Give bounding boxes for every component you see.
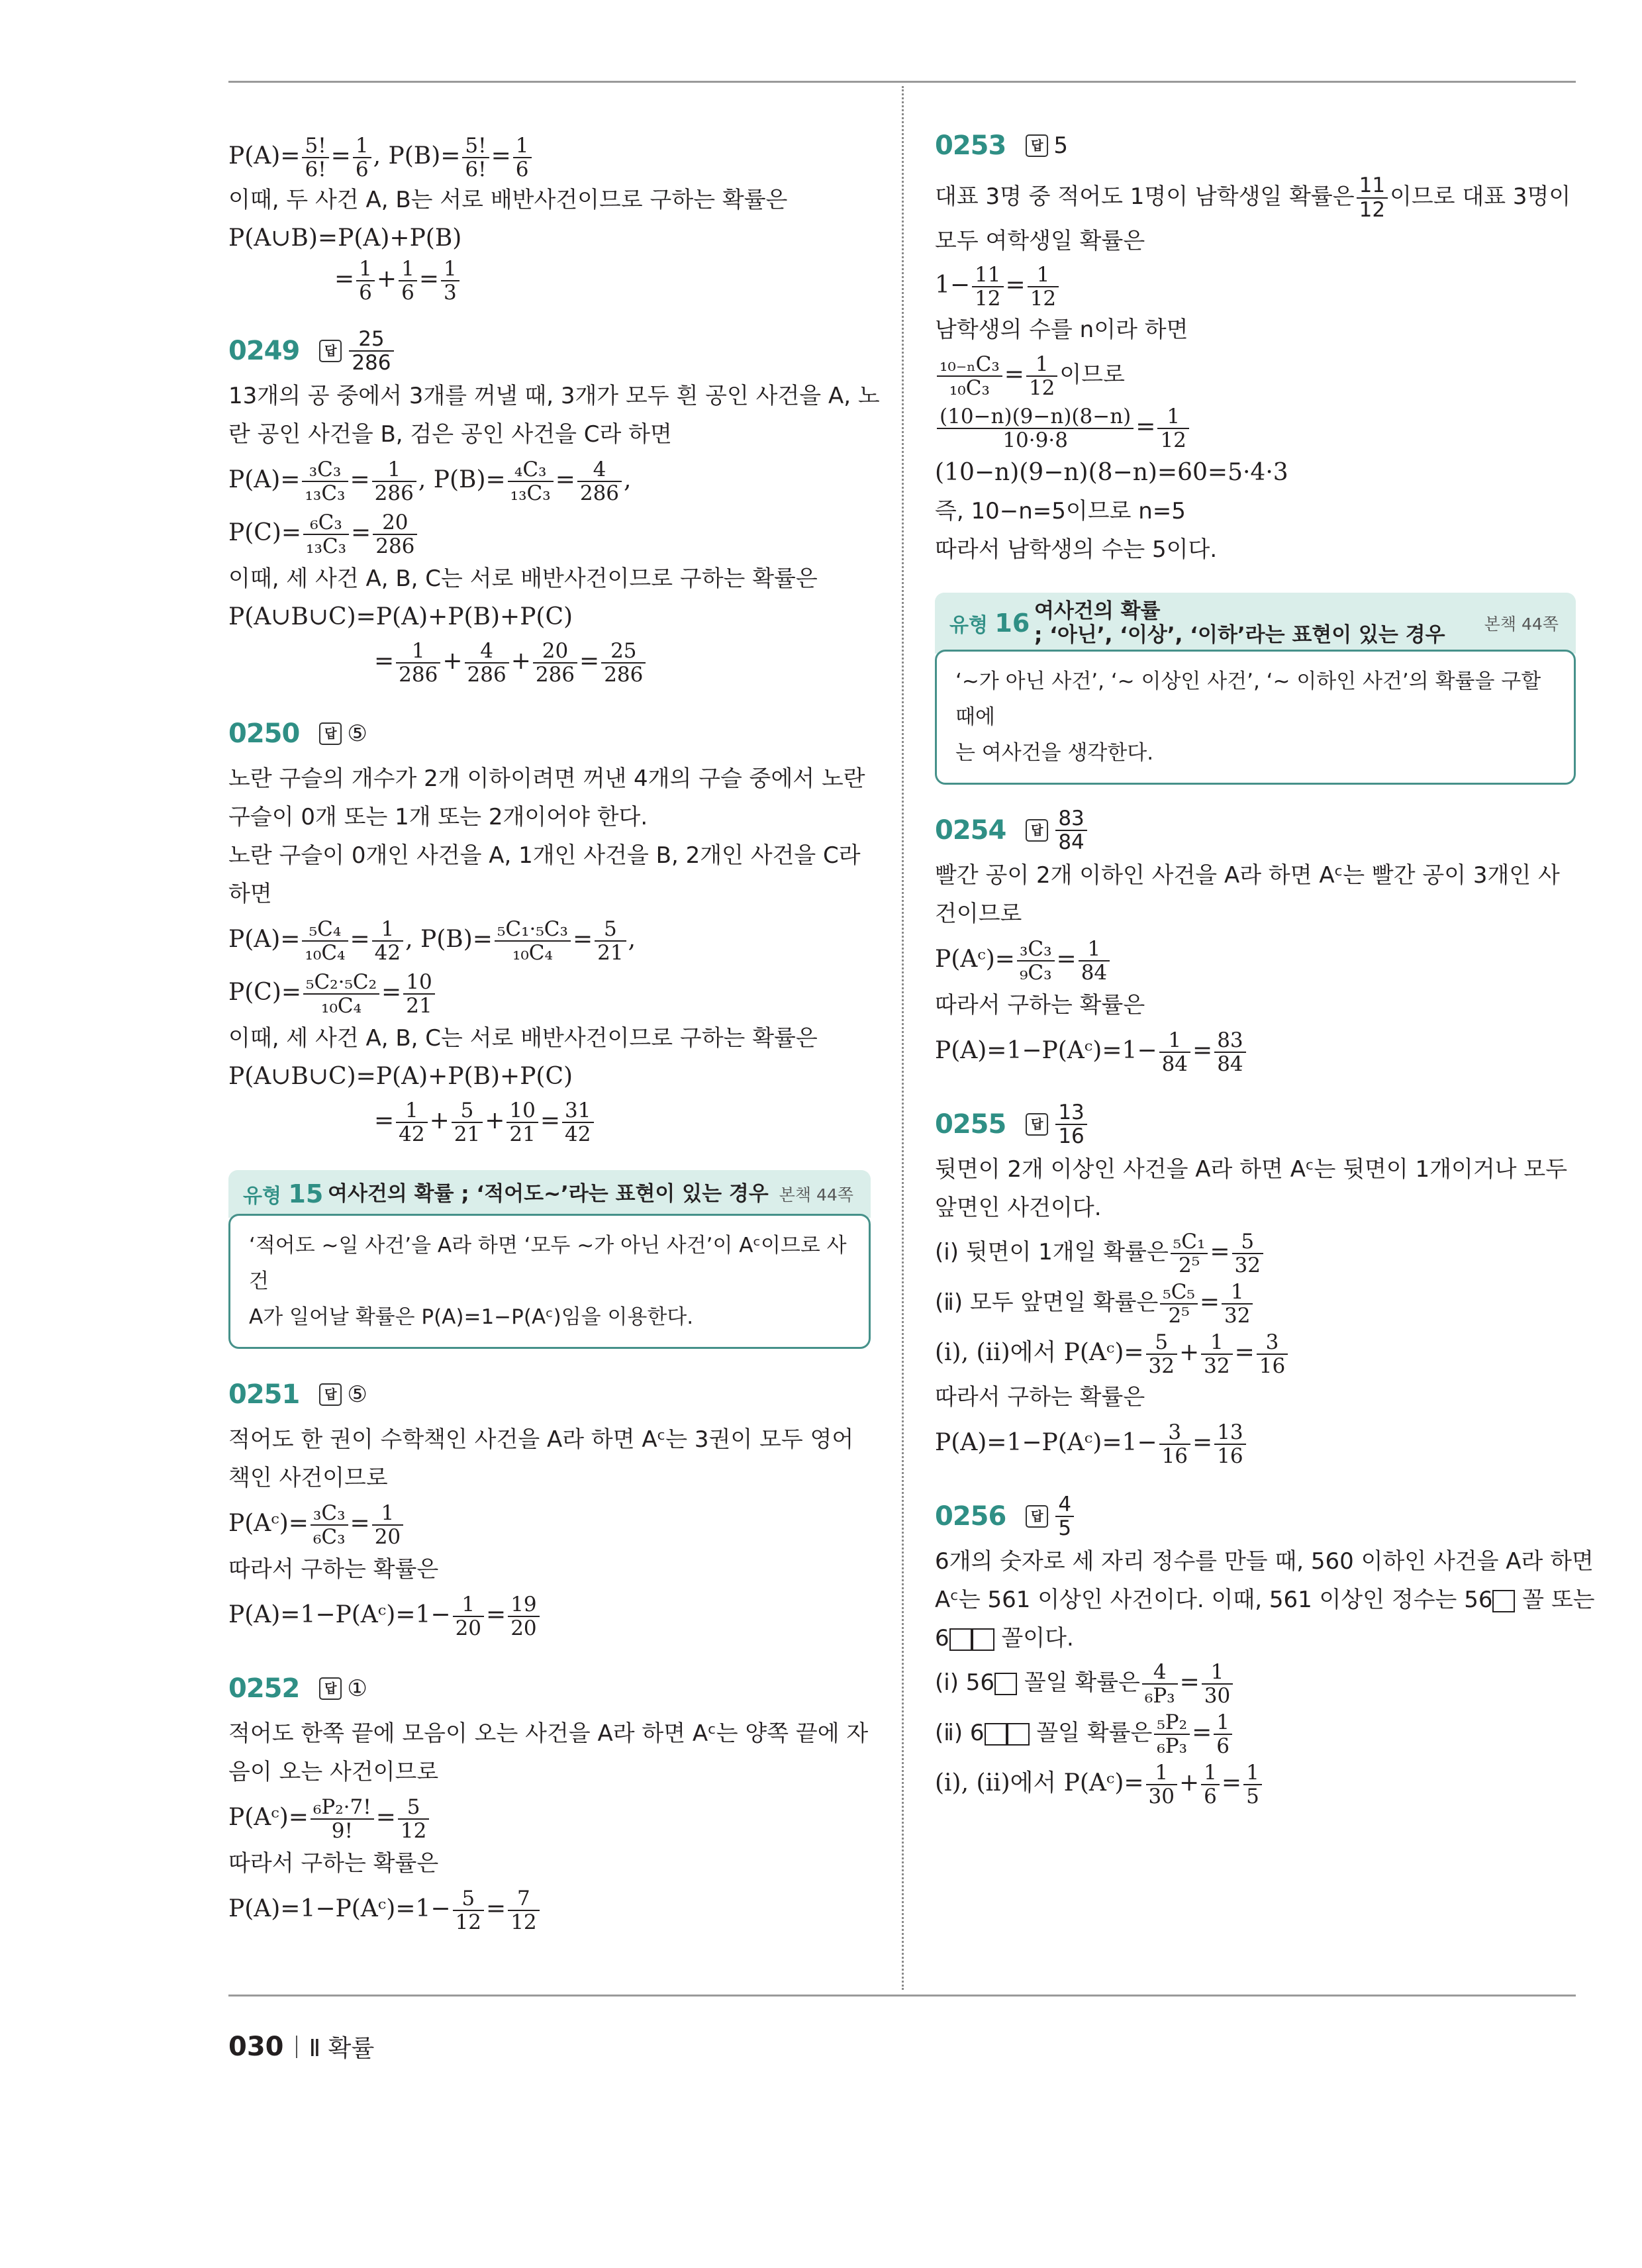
solution-0255: 0255 답 13 16 뒷면이 2개 이상인 사건을 A라 하면 Aᶜ는 뒷면이 1개이거나 모두 앞면인 사건이다. (ⅰ) 뒷면이 1개일 확률은 $\frac{\text{₅C₁}}{\text{2⁵}}$ = $\frac{5}{32}$ (ⅱ) 모두 앞면일 확률은 $\frac{\text{₅C₅}}{\text{2⁵}}$ = $\frac{1}{32}$ (ⅰ), (ⅱ)에서 P(Aᶜ)= $\frac{5}{32}$ + $\frac{1}{32}$ = $\frac{3}{16}$ 따라서 구하는 확률은 P(A)=1−P(Aᶜ)=1− $\frac{3}{16}$ = $\frac{13}{16}$	[935, 1100, 1568, 1468]
answer-badge: 답	[319, 340, 342, 362]
problem-number: 0255	[935, 1109, 1006, 1140]
answer-badge: 답	[1026, 1505, 1048, 1528]
solution-0256: 0256 답 4 5 6개의 숫자로 세 자리 정수를 만들 때, 560 이하인 사건을 A라 하면 Aᶜ는 561 이상인 사건이다. 이때, 561 이상인 정수는 56 꼴 또는 6 꼴이다. (ⅰ) 56 꼴일 확률은 $\frac{4}{\text{₆P₃}}$ = $\frac{1}{30}$ (ⅱ) 6 꼴일 확률은 $\frac{\text{₅P₂}}{\text{₆P₃}}$ = $\frac{1}{6}$ (ⅰ), (ⅱ)에서 P(Aᶜ)= $\frac{1}{30}$ + $\frac{1}{6}$ = $\frac{1}{5}$	[935, 1492, 1595, 1808]
bottom-rule	[228, 1995, 1576, 1997]
blank-square	[949, 1628, 972, 1651]
type-15-header: 유형 15 여사건의 확률 ; ‘적어도~’라는 표현이 있는 경우 본책 44쪽	[228, 1170, 871, 1218]
type-15-box	[228, 1170, 871, 1349]
answer-value: 25 286	[349, 328, 393, 374]
type-15-tip: ‘적어도 ~일 사건’을 A라 하면 ‘모두 ~가 아닌 사건’이 Aᶜ이므로 사건 A가 일어날 확률은 P(A)=1−P(Aᶜ)임을 이용한다.	[228, 1214, 871, 1349]
top-rule	[228, 81, 1576, 83]
problem-number: 0249	[228, 336, 300, 367]
answer-value: 5	[1053, 132, 1068, 159]
fraction: $\frac{1}{6}$	[513, 134, 532, 181]
chapter-label: Ⅱ 확률	[309, 2035, 375, 2062]
blank-square	[1007, 1723, 1030, 1746]
fraction: $\frac{1}{6}$	[353, 134, 371, 181]
problem-number: 0250	[228, 718, 300, 750]
problem-number: 0253	[935, 130, 1006, 161]
blank-square	[1492, 1590, 1515, 1612]
answer-value: 4 5	[1055, 1493, 1074, 1540]
solution-0250: 0250 답 ⑤ 노란 구슬의 개수가 2개 이하이려면 꺼낸 4개의 구슬 중에서 노란 구슬이 0개 또는 1개 또는 2개이어야 한다. 노란 구슬이 0개인 사건을 A, 1개인 사건을 B, 2개인 사건을 C라 하면 P(A)= $\frac{\text{₅C₄}}{\text{₁₀C₄}}$ = $\frac{1}{42}$ , P(B)= $\frac{\text{₅C₁·₅C₃}}{\text{₁₀C₄}}$ = $\frac{5}{21}$ , P(C)= $\frac{\text{₅C₂·₅C₂}}{\text{₁₀C₄}}$ = $\frac{10}{21}$ 이때, 세 사건 A, B, C는 서로 배반사건이므로 구하는 확률은 P(A∪B∪C)=P(A)+P(B)+P(C) = $\frac{1}{42}$ + $\frac{5}{21}$ + $\frac{10}{21}$ = $\frac{31}{42}$	[228, 718, 865, 1147]
type-16-box	[935, 593, 1576, 785]
answer-badge: 답	[1026, 134, 1048, 157]
solution-0248-continued: P(A)= $\frac{5!}{6!}$ = $\frac{1}{6}$ , P(B)= $\frac{5!}{6!}$ = $\frac{1}{6}$ 이때, 두 사건 A, B는 서로 배반사건이므로 구하는 확률은 P(A∪B)=P(A)+P(B) = $\frac{1}{6}$ + $\frac{1}{6}$ = $\frac{1}{3}$	[228, 134, 788, 305]
answer-value: ⑤	[347, 720, 367, 748]
answer-value: 83 84	[1055, 807, 1087, 854]
blank-square	[985, 1723, 1007, 1746]
right-column	[935, 89, 1595, 1832]
answer-value: 13 16	[1055, 1101, 1087, 1148]
column-divider	[902, 86, 904, 1990]
left-column	[228, 89, 880, 1959]
fraction: $\frac{5!}{6!}$	[462, 134, 489, 181]
answer-badge: 답	[1026, 1113, 1048, 1136]
solution-0254: 0254 답 83 84 빨간 공이 2개 이하인 사건을 A라 하면 Aᶜ는 빨간 공이 3개인 사 건이므로 P(Aᶜ)= $\frac{\text{₃C₃}}{\text{₉C₃}}$ = $\frac{1}{84}$ 따라서 구하는 확률은 P(A)=1−P(Aᶜ)=1− $\frac{1}{84}$ = $\frac{83}{84}$	[935, 806, 1560, 1076]
problem-number: 0254	[935, 815, 1006, 846]
type-16-tip: ‘~가 아닌 사건’, ‘~ 이상인 사건’, ‘~ 이하인 사건’의 확률을 구할 때에 는 여사건을 생각한다.	[935, 650, 1576, 785]
problem-number: 0256	[935, 1501, 1006, 1532]
problem-number: 0251	[228, 1379, 300, 1410]
fraction: $\frac{5!}{6!}$	[302, 134, 328, 181]
solution-0252: 0252 답 ① 적어도 한쪽 끝에 모음이 오는 사건을 A라 하면 Aᶜ는 양쪽 끝에 자 음이 오는 사건이므로 P(Aᶜ)= $\frac{\text{₆P₂·7!}}{9!}$ = $\frac{5}{12}$ 따라서 구하는 확률은 P(A)=1−P(Aᶜ)=1− $\frac{5}{12}$ = $\frac{7}{12}$	[228, 1673, 869, 1935]
solution-0249: 0249 답 25 286 13개의 공 중에서 3개를 꺼낼 때, 3개가 모두 흰 공인 사건을 A, 노 란 공인 사건을 B, 검은 공인 사건을 C라 하면 P(A)= $\frac{\text{₃C₃}}{\text{₁₃C₃}}$ = $\frac{1}{286}$ , P(B)= $\frac{\text{₄C₃}}{\text{₁₃C₃}}$ = $\frac{4}{286}$ , P(C)= $\frac{\text{₆C₃}}{\text{₁₃C₃}}$ = $\frac{20}{286}$ 이때, 세 사건 A, B, C는 서로 배반사건이므로 구하는 확률은 P(A∪B∪C)=P(A)+P(B)+P(C) = $\frac{1}{286}$ + $\frac{4}{286}$ + $\frac{20}{286}$ = $\frac{25}{286}$	[228, 327, 880, 687]
solution-0251: 0251 답 ⑤ 적어도 한 권이 수학책인 사건을 A라 하면 Aᶜ는 3권이 모두 영어 책인 사건이므로 P(Aᶜ)= $\frac{\text{₃C₃}}{\text{₆C₃}}$ = $\frac{1}{20}$ 따라서 구하는 확률은 P(A)=1−P(Aᶜ)=1− $\frac{1}{20}$ = $\frac{19}{20}$	[228, 1379, 854, 1641]
problem-number: 0252	[228, 1673, 300, 1704]
answer-badge: 답	[1026, 819, 1048, 842]
page-number: 030	[228, 2031, 284, 2062]
blank-square	[994, 1673, 1017, 1695]
solution-0253: 0253 답 5 대표 3명 중 적어도 1명이 남학생일 확률은 $\frac{11}{12}$ 이므로 대표 3명이 모두 여학생일 확률은 1− $\frac{11}{12}$ = $\frac{1}{12}$ 남학생의 수를 n이라 하면 $\frac{\text{₁₀₋ₙC₃}}{\text{₁₀C₃}}$ = $\frac{1}{12}$ 이므로 $\frac{(10-n)(9-n)(8-n)}{10\cdot 9\cdot 8}$ = $\frac{1}{12}$ (10−n)(9−n)(8−n)=60=5·4·3 즉, 10−n=5이므로 n=5 따라서 남학생의 수는 5이다.	[935, 130, 1571, 563]
answer-value: ⑤	[347, 1381, 367, 1408]
answer-badge: 답	[319, 1383, 342, 1406]
type-16-header: 유형 16 여사건의 확률 ; ‘아닌’, ‘이상’, ‘이하’라는 표현이 있는 경우 본책 44쪽	[935, 593, 1576, 654]
answer-value: ①	[347, 1675, 367, 1702]
answer-badge: 답	[319, 722, 342, 745]
footer-divider	[296, 2036, 297, 2058]
blank-square	[972, 1628, 994, 1651]
page-footer	[228, 2030, 374, 2063]
answer-badge: 답	[319, 1677, 342, 1700]
